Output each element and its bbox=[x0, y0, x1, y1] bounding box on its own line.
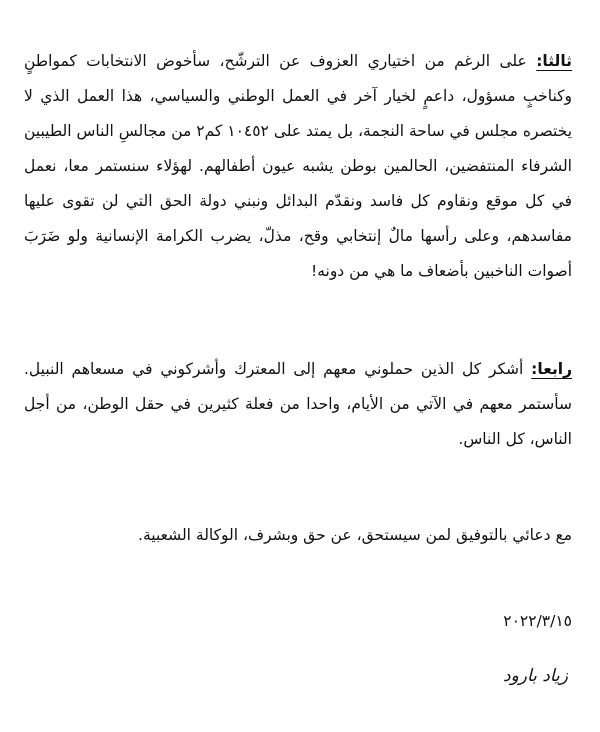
paragraph-third-text: على الرغم من اختياري العزوف عن الترشّح، سأخوض الانتخابات كمواطنٍ وكناخبٍ مسؤول، داعمٍ لخيار آخر في العمل الوطني والسياسي، هذا العمل الذي لا يختصره مجلس في ساحة النجمة، بل يمتد على ١٠٤٥٢ كم٢ من مجالسِ الناس الطيبين الشرفاء المنتفضين، الحالمين بوطن يشبه عيون أطفالهم. لهؤلاء سنستمر معا، نعمل في كل موقع ونقاوم كل فاسد ونقدّم البدائل ونبني دولة الحق التي لن تقوى عليها مفاسدهم، وعلى رأسها مالٌ إنتخابي وقح، مذلّ، يضرب الكرامة الإنسانية ولو ضَرَبَ أصوات الناخبين بأضعاف ما هي من دونه! bbox=[24, 52, 573, 280]
letter-date: ٢٠٢٢/٣/١٥ bbox=[503, 612, 572, 630]
paragraph-fourth-text: أشكر كل الذين حملوني معهم إلى المعترك وأشركوني في مسعاهم النبيل. سأستمر معهم في الآتي من الأيام، واحدا من فعلة كثيرين في حقل الوطن، من أجل الناس، كل الناس. bbox=[24, 360, 572, 448]
handwritten-signature: زياد بارود bbox=[503, 666, 568, 686]
paragraph-fourth bbox=[24, 352, 572, 457]
paragraph-fourth-heading: رابعا: bbox=[531, 360, 572, 378]
paragraph-third-heading: ثالثا: bbox=[536, 52, 572, 70]
paragraph-third bbox=[24, 44, 572, 289]
closing-line: مع دعائي بالتوفيق لمن سيستحق، عن حق وبشرف، الوكالة الشعبية. bbox=[138, 526, 572, 544]
